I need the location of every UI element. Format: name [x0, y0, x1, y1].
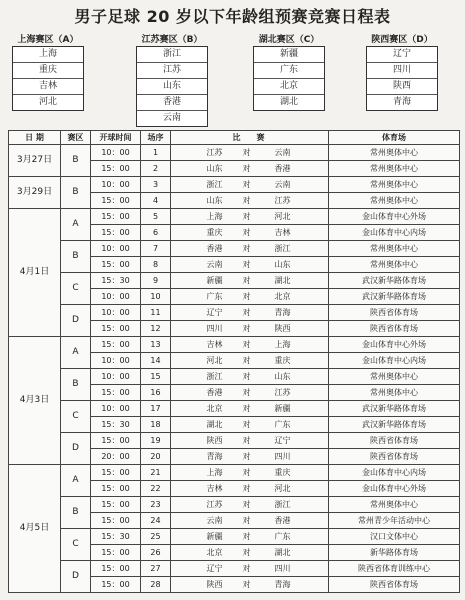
match-number: 5 — [141, 209, 171, 225]
kickoff-time: 10：00 — [91, 145, 141, 161]
away-team: 江苏 — [261, 193, 329, 209]
kickoff-time: 15：00 — [91, 321, 141, 337]
kickoff-time: 15：30 — [91, 417, 141, 433]
match-number: 27 — [141, 561, 171, 577]
region-team: 河北 — [38, 97, 57, 107]
home-team: 吉林 — [171, 337, 233, 353]
kickoff-time: 15：00 — [91, 545, 141, 561]
date-cell: 3月29日 — [9, 177, 61, 209]
date-cell: 4月3日 — [9, 337, 61, 465]
versus-label: 对 — [233, 577, 261, 593]
header-game-right — [261, 131, 329, 145]
home-team: 上海 — [171, 209, 233, 225]
home-team: 香港 — [171, 385, 233, 401]
away-team: 浙江 — [261, 497, 329, 513]
home-team: 广东 — [171, 289, 233, 305]
region-team: 广东 — [254, 63, 324, 79]
away-team: 浙江 — [261, 241, 329, 257]
versus-label: 对 — [233, 561, 261, 577]
region-team: 重庆 — [13, 63, 83, 79]
away-team: 上海 — [261, 337, 329, 353]
home-team: 湖北 — [171, 417, 233, 433]
kickoff-time: 15：00 — [91, 433, 141, 449]
header-date: 日 期 — [9, 131, 61, 145]
match-number: 28 — [141, 577, 171, 593]
match-number: 18 — [141, 417, 171, 433]
versus-label: 对 — [233, 177, 261, 193]
header-game: 比 赛 — [233, 131, 261, 145]
date-cell: 4月5日 — [9, 465, 61, 593]
match-number: 13 — [141, 337, 171, 353]
home-team: 江苏 — [171, 145, 233, 161]
zone-cell: A — [61, 209, 91, 241]
versus-label: 对 — [233, 417, 261, 433]
kickoff-time: 15：00 — [91, 193, 141, 209]
venue: 常州青少年活动中心 — [329, 513, 460, 529]
zone-cell: B — [61, 497, 91, 529]
kickoff-time: 15：00 — [91, 497, 141, 513]
header-match-no: 场序 — [141, 131, 171, 145]
away-team: 河北 — [261, 209, 329, 225]
zone-cell: A — [61, 337, 91, 369]
away-team: 山东 — [261, 369, 329, 385]
date-cell: 4月1日 — [9, 209, 61, 337]
versus-label: 对 — [233, 529, 261, 545]
venue: 陕西省体育训练中心 — [329, 561, 460, 577]
region-team-list — [136, 46, 208, 127]
versus-label: 对 — [233, 161, 261, 177]
venue: 武汉新华路体育场 — [329, 273, 460, 289]
table-row — [9, 177, 460, 193]
versus-label: 对 — [233, 193, 261, 209]
kickoff-time: 20：00 — [91, 449, 141, 465]
venue: 常州奥体中心 — [329, 161, 460, 177]
versus-label: 对 — [233, 257, 261, 273]
venue: 汉口文体中心 — [329, 529, 460, 545]
away-team: 四川 — [261, 561, 329, 577]
kickoff-time: 10：00 — [91, 401, 141, 417]
match-number: 2 — [141, 161, 171, 177]
region-name: 江苏赛区（B） — [141, 35, 203, 45]
versus-label: 对 — [233, 449, 261, 465]
kickoff-time: 15：00 — [91, 337, 141, 353]
region-team: 新疆 — [254, 47, 324, 63]
kickoff-time: 15：00 — [91, 561, 141, 577]
versus-label: 对 — [233, 513, 261, 529]
table-row — [9, 497, 460, 513]
venue: 武汉新华路体育场 — [329, 289, 460, 305]
table-row — [9, 337, 460, 353]
match-number: 12 — [141, 321, 171, 337]
table-row — [9, 369, 460, 385]
region-0 — [12, 34, 84, 111]
away-team: 广东 — [261, 529, 329, 545]
zone-cell: C — [61, 529, 91, 561]
venue: 陕西省体育场 — [329, 577, 460, 593]
venue: 陕西省体育场 — [329, 449, 460, 465]
home-team: 山东 — [171, 161, 233, 177]
kickoff-time: 10：00 — [91, 305, 141, 321]
venue: 常州奥体中心 — [329, 177, 460, 193]
home-team: 重庆 — [171, 225, 233, 241]
region-team: 香港 — [137, 95, 207, 111]
away-team: 香港 — [261, 161, 329, 177]
venue: 金山体育中心内场 — [329, 225, 460, 241]
table-row — [9, 433, 460, 449]
away-team: 云南 — [261, 177, 329, 193]
region-team-list — [253, 46, 325, 111]
table-header-row — [9, 131, 460, 145]
home-team: 江苏 — [171, 497, 233, 513]
versus-label: 对 — [233, 401, 261, 417]
table-row — [9, 401, 460, 417]
away-team: 江苏 — [261, 385, 329, 401]
table-row — [9, 209, 460, 225]
region-team: 辽宁 — [367, 47, 437, 63]
region-team: 青海 — [392, 97, 411, 107]
region-team: 吉林 — [13, 79, 83, 95]
away-team: 北京 — [261, 289, 329, 305]
venue: 金山体育中心内场 — [329, 465, 460, 481]
versus-label: 对 — [233, 273, 261, 289]
header-zone: 赛区 — [61, 131, 91, 145]
header-game-left — [171, 131, 233, 145]
versus-label: 对 — [233, 497, 261, 513]
home-team: 云南 — [171, 513, 233, 529]
home-team: 辽宁 — [171, 561, 233, 577]
zone-cell: B — [61, 369, 91, 401]
match-number: 26 — [141, 545, 171, 561]
table-row — [9, 529, 460, 545]
kickoff-time: 15：00 — [91, 257, 141, 273]
page-title: 男子足球 20 岁以下年龄组预赛竞赛日程表 — [74, 7, 391, 26]
away-team: 青海 — [261, 305, 329, 321]
date-cell: 3月27日 — [9, 145, 61, 177]
home-team: 云南 — [171, 257, 233, 273]
venue: 武汉新华路体育场 — [329, 417, 460, 433]
table-row — [9, 145, 460, 161]
versus-label: 对 — [233, 305, 261, 321]
home-team: 新疆 — [171, 529, 233, 545]
away-team: 新疆 — [261, 401, 329, 417]
versus-label: 对 — [233, 321, 261, 337]
table-row — [9, 241, 460, 257]
venue: 常州奥体中心 — [329, 145, 460, 161]
home-team: 北京 — [171, 545, 233, 561]
kickoff-time: 10：00 — [91, 369, 141, 385]
match-number: 25 — [141, 529, 171, 545]
region-team: 四川 — [367, 63, 437, 79]
table-row — [9, 465, 460, 481]
away-team: 河北 — [261, 481, 329, 497]
home-team: 山东 — [171, 193, 233, 209]
venue: 陕西省体育场 — [329, 433, 460, 449]
kickoff-time: 10：00 — [91, 241, 141, 257]
match-number: 7 — [141, 241, 171, 257]
match-number: 9 — [141, 273, 171, 289]
home-team: 陕西 — [171, 433, 233, 449]
venue: 陕西省体育场 — [329, 321, 460, 337]
zone-cell: C — [61, 401, 91, 433]
zone-cell: C — [61, 273, 91, 305]
home-team: 青海 — [171, 449, 233, 465]
zone-cell: B — [61, 145, 91, 177]
match-number: 15 — [141, 369, 171, 385]
match-number: 21 — [141, 465, 171, 481]
region-team: 北京 — [254, 79, 324, 95]
home-team: 浙江 — [171, 369, 233, 385]
away-team: 陕西 — [261, 321, 329, 337]
venue: 常州奥体中心 — [329, 497, 460, 513]
kickoff-time: 15：30 — [91, 529, 141, 545]
region-3 — [366, 34, 438, 111]
match-number: 19 — [141, 433, 171, 449]
zone-cell: B — [61, 241, 91, 273]
region-team: 江苏 — [137, 63, 207, 79]
venue: 金山体育中心内场 — [329, 353, 460, 369]
table-row — [9, 273, 460, 289]
region-2 — [253, 34, 325, 111]
home-team: 四川 — [171, 321, 233, 337]
away-team: 湖北 — [261, 545, 329, 561]
home-team: 陕西 — [171, 577, 233, 593]
home-team: 河北 — [171, 353, 233, 369]
region-team: 陕西 — [367, 79, 437, 95]
away-team: 重庆 — [261, 353, 329, 369]
region-team-list — [366, 46, 438, 111]
match-number: 14 — [141, 353, 171, 369]
kickoff-time: 15：00 — [91, 161, 141, 177]
match-number: 1 — [141, 145, 171, 161]
versus-label: 对 — [233, 289, 261, 305]
match-number: 10 — [141, 289, 171, 305]
schedule-table — [8, 130, 460, 593]
away-team: 吉林 — [261, 225, 329, 241]
versus-label: 对 — [233, 465, 261, 481]
versus-label: 对 — [233, 337, 261, 353]
match-number: 17 — [141, 401, 171, 417]
venue: 新华路体育场 — [329, 545, 460, 561]
versus-label: 对 — [233, 481, 261, 497]
header-time: 开球时间 — [91, 131, 141, 145]
versus-label: 对 — [233, 369, 261, 385]
match-number: 23 — [141, 497, 171, 513]
region-team: 浙江 — [137, 47, 207, 63]
kickoff-time: 15：00 — [91, 465, 141, 481]
region-1 — [136, 34, 208, 127]
venue: 陕西省体育场 — [329, 305, 460, 321]
match-number: 16 — [141, 385, 171, 401]
home-team: 北京 — [171, 401, 233, 417]
venue: 金山体育中心外场 — [329, 209, 460, 225]
kickoff-time: 10：00 — [91, 353, 141, 369]
venue: 常州奥体中心 — [329, 193, 460, 209]
versus-label: 对 — [233, 145, 261, 161]
region-name: 陕西赛区（D） — [371, 35, 433, 45]
venue: 常州奥体中心 — [329, 369, 460, 385]
venue: 常州奥体中心 — [329, 257, 460, 273]
region-team-list — [12, 46, 84, 111]
kickoff-time: 15：00 — [91, 209, 141, 225]
kickoff-time: 15：00 — [91, 225, 141, 241]
match-number: 22 — [141, 481, 171, 497]
venue: 金山体育中心外场 — [329, 481, 460, 497]
table-row — [9, 561, 460, 577]
region-team: 湖北 — [279, 97, 298, 107]
zone-cell: A — [61, 465, 91, 497]
kickoff-time: 15：00 — [91, 481, 141, 497]
venue: 常州奥体中心 — [329, 385, 460, 401]
home-team: 辽宁 — [171, 305, 233, 321]
zone-cell: D — [61, 305, 91, 337]
kickoff-time: 15：00 — [91, 513, 141, 529]
venue: 常州奥体中心 — [329, 241, 460, 257]
versus-label: 对 — [233, 225, 261, 241]
region-name: 湖北赛区（C） — [258, 35, 320, 45]
home-team: 吉林 — [171, 481, 233, 497]
away-team: 广东 — [261, 417, 329, 433]
home-team: 上海 — [171, 465, 233, 481]
match-number: 11 — [141, 305, 171, 321]
region-name: 上海赛区（A） — [17, 35, 79, 45]
away-team: 辽宁 — [261, 433, 329, 449]
away-team: 湖北 — [261, 273, 329, 289]
versus-label: 对 — [233, 545, 261, 561]
kickoff-time: 10：00 — [91, 289, 141, 305]
away-team: 山东 — [261, 257, 329, 273]
zone-cell: D — [61, 561, 91, 593]
away-team: 香港 — [261, 513, 329, 529]
match-number: 4 — [141, 193, 171, 209]
home-team: 香港 — [171, 241, 233, 257]
match-number: 3 — [141, 177, 171, 193]
zone-cell: B — [61, 177, 91, 209]
match-number: 8 — [141, 257, 171, 273]
versus-label: 对 — [233, 385, 261, 401]
away-team: 青海 — [261, 577, 329, 593]
match-number: 6 — [141, 225, 171, 241]
versus-label: 对 — [233, 433, 261, 449]
away-team: 重庆 — [261, 465, 329, 481]
match-number: 20 — [141, 449, 171, 465]
table-row — [9, 305, 460, 321]
venue: 金山体育中心外场 — [329, 337, 460, 353]
kickoff-time: 15：00 — [91, 577, 141, 593]
region-team: 山东 — [137, 79, 207, 95]
venue: 武汉新华路体育场 — [329, 401, 460, 417]
versus-label: 对 — [233, 353, 261, 369]
kickoff-time: 10：00 — [91, 177, 141, 193]
kickoff-time: 15：00 — [91, 385, 141, 401]
region-team: 上海 — [13, 47, 83, 63]
home-team: 浙江 — [171, 177, 233, 193]
header-venue: 体育场 — [329, 131, 460, 145]
zone-cell: D — [61, 433, 91, 465]
kickoff-time: 15：30 — [91, 273, 141, 289]
region-team: 云南 — [162, 113, 181, 123]
versus-label: 对 — [233, 209, 261, 225]
away-team: 云南 — [261, 145, 329, 161]
match-number: 24 — [141, 513, 171, 529]
home-team: 新疆 — [171, 273, 233, 289]
away-team: 四川 — [261, 449, 329, 465]
versus-label: 对 — [233, 241, 261, 257]
